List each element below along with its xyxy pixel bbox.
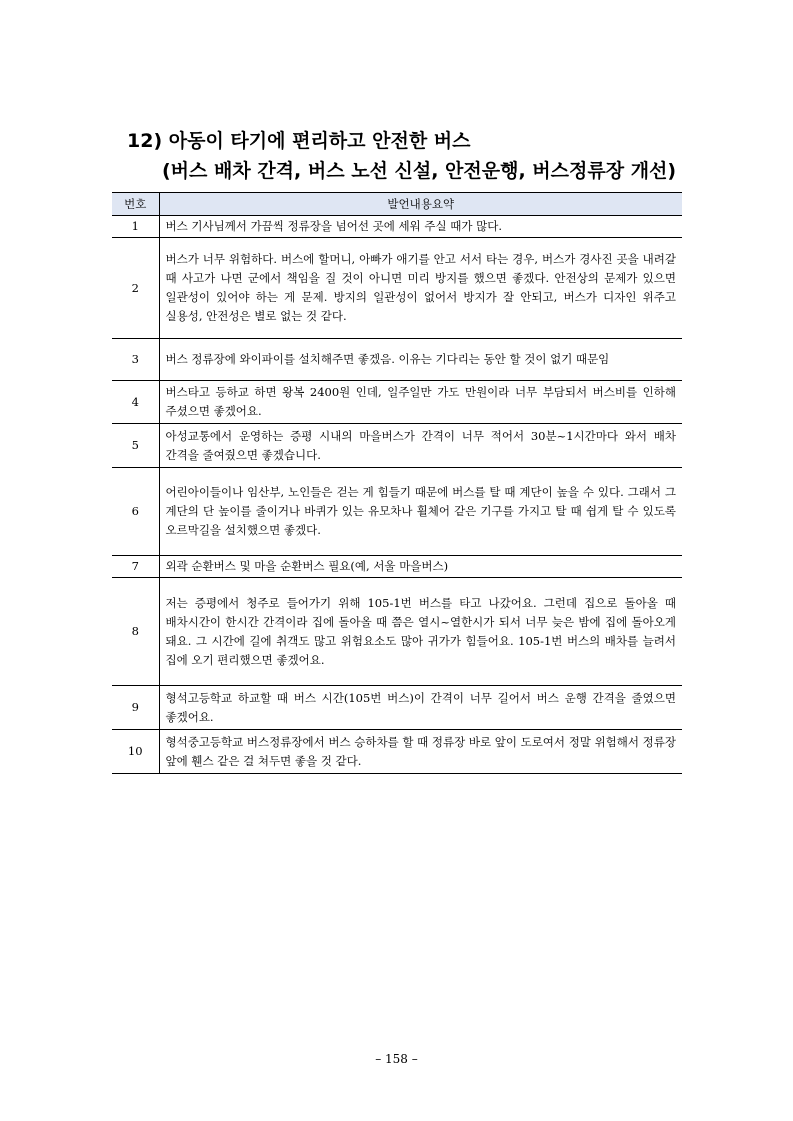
row-text: 저는 증평에서 청주로 들어가기 위해 105-1번 버스를 타고 나갔어요. 그런데 집으로 돌아올 때 배차시간이 한시간 간격이라 집에 돌아올 때 쯤은 열시~열한시가 되서 너무 늦은 밤에 집에 돌아오게 돼요. 그 시간에 길에 취객도 많고 위험요소도 많아 귀가가 힘들어요. 105-1번 버스의 배차를 늘려서 집에 오기 편리했으면 좋겠어요.	[159, 578, 682, 686]
section-title-block	[127, 128, 687, 184]
table-row	[112, 686, 682, 730]
table-row	[112, 730, 682, 774]
row-number: 9	[112, 686, 159, 730]
row-text: 버스타고 등하교 하면 왕복 2400원 인데, 일주일만 가도 만원이라 너무 부담되서 버스비를 인하해 주셨으면 좋겠어요.	[159, 381, 682, 424]
table-row	[112, 339, 682, 381]
row-number: 2	[112, 238, 159, 339]
section-subtitle: (버스 배차 간격, 버스 노선 신설, 안전운행, 버스정류장 개선)	[162, 160, 677, 182]
table-row	[112, 424, 682, 468]
row-text: 형석고등학교 하교할 때 버스 시간(105번 버스)이 간격이 너무 길어서 버스 운행 간격을 줄였으면 좋겠어요.	[159, 686, 682, 730]
row-text: 아성교통에서 운영하는 증평 시내의 마을버스가 간격이 너무 적어서 30분~1시간마다 와서 배차 간격을 줄여줬으면 좋겠습니다.	[159, 424, 682, 468]
header-content: 발언내용요약	[159, 193, 682, 216]
row-number: 8	[112, 578, 159, 686]
section-title: 12) 아동이 타기에 편리하고 안전한 버스	[127, 130, 471, 152]
row-text: 외곽 순환버스 및 마을 순환버스 필요(예, 서울 마을버스)	[159, 556, 682, 578]
row-text: 형석중고등학교 버스정류장에서 버스 승하차를 할 때 정류장 바로 앞이 도로여서 정말 위험해서 정류장 앞에 휀스 같은 걸 쳐두면 좋을 것 같다.	[165, 734, 676, 768]
header-number: 번호	[112, 193, 159, 216]
row-number: 1	[112, 216, 159, 238]
opinion-summary-table	[112, 192, 682, 774]
row-number: 10	[112, 730, 159, 774]
row-number: 6	[112, 468, 159, 556]
row-number: 4	[112, 381, 159, 424]
row-text: 어린아이들이나 임산부, 노인들은 걷는 게 힘들기 때문에 버스를 탈 때 계단이 높을 수 있다. 그래서 그 계단의 단 높이를 줄이거나 바퀴가 있는 유모차나 휠체어 같은 기구를 가지고 탈 때 쉽게 탈 수 있도록 오르막길을 설치했으면 좋겠다.	[159, 468, 682, 556]
table-row	[112, 216, 682, 238]
page-number: – 158 –	[375, 1052, 418, 1066]
table-row	[112, 556, 682, 578]
table-row	[112, 468, 682, 556]
table-row	[112, 238, 682, 339]
row-number: 5	[112, 424, 159, 468]
table-row	[112, 381, 682, 424]
row-text: 버스 기사님께서 가끔씩 정류장을 넘어선 곳에 세워 주실 때가 많다.	[159, 216, 682, 238]
row-text: 버스 정류장에 와이파이를 설치해주면 좋겠음. 이유는 기다리는 동안 할 것이 없기 때문임	[159, 339, 682, 381]
table-header-row	[112, 193, 682, 216]
row-number: 3	[112, 339, 159, 381]
row-number: 7	[112, 556, 159, 578]
table-row	[112, 578, 682, 686]
row-text: 버스가 너무 위험하다. 버스에 할머니, 아빠가 애기를 안고 서서 타는 경우, 버스가 경사진 곳을 내려갈 때 사고가 나면 군에서 책임을 질 것이 아니면 미리 방지를 했으면 좋겠다. 안전상의 문제가 있으면 일관성이 있어야 하는 게 문제. 방지의 일관성이 없어서 방지가 잘 안되고, 버스가 디자인 위주고 실용성, 안전성은 별로 없는 것 같다.	[159, 238, 682, 339]
